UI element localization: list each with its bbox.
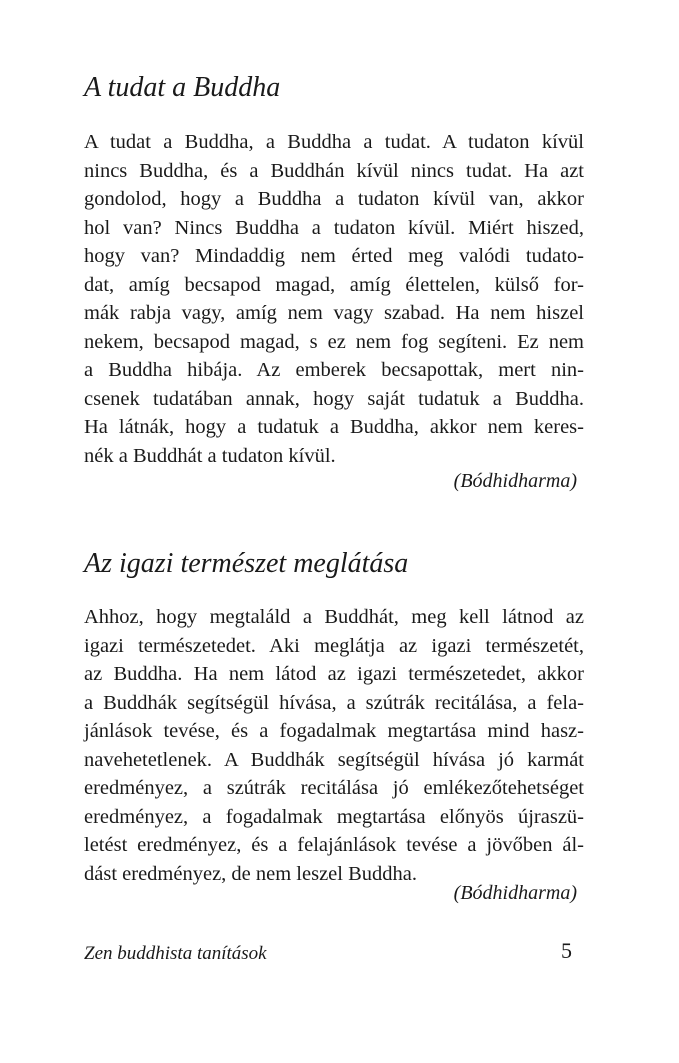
text-line: csenek tudatában annak, hogy saját tudatuk a Buddha. — [84, 387, 584, 410]
text-line: hol van? Nincs Buddha a tudaton kívül. Miért hiszed, — [84, 216, 584, 239]
section-body — [84, 603, 584, 888]
text-line: gondolod, hogy a Buddha a tudaton kívül van, akkor — [84, 188, 584, 210]
attribution: (Bódhidharma) — [453, 882, 577, 904]
text-line: hogy van? Mindaddig nem érted meg valódi tudato- — [84, 245, 584, 267]
text-line: igazi természetedet. Aki meglátja az igazi természetét, — [84, 634, 584, 657]
running-footer-title: Zen buddhista tanítások — [84, 943, 267, 964]
section-body — [84, 128, 584, 470]
text-line: letést eredményez, és a felajánlások tevése a jövőben ál- — [84, 834, 584, 856]
text-line: nék a Buddhát a tudaton kívül. — [84, 444, 336, 467]
text-line: eredményez, a fogadalmak megtartása előnyös újraszü- — [84, 805, 584, 828]
section-title: A tudat a Buddha — [84, 72, 281, 103]
text-line: jánlások tevése, és a fogadalmak megtartása mind hasz- — [84, 720, 584, 742]
text-line: Ha látnák, hogy a tudatuk a Buddha, akkor nem keres- — [84, 416, 584, 438]
page-number: 5 — [561, 938, 572, 963]
text-line: eredményez, a szútrák recitálása jó emlékezőtehetséget — [84, 777, 584, 799]
text-line: navehetetlenek. A Buddhák segítségül hívása jó karmát — [84, 748, 584, 771]
text-line: nincs Buddha, és a Buddhán kívül nincs tudat. Ha azt — [84, 159, 584, 182]
text-line: mák rabja vagy, amíg nem vagy szabad. Ha nem hiszel — [84, 302, 584, 324]
text-line: nekem, becsapod magad, s ez nem fog segíteni. Ez nem — [84, 330, 584, 353]
text-line: a Buddhák segítségül hívása, a szútrák recitálása, a fela- — [84, 691, 584, 714]
text-line: a Buddha hibája. Az emberek becsapottak, mert nin- — [84, 359, 584, 381]
text-line: Ahhoz, hogy megtaláld a Buddhát, meg kell látnod az — [84, 606, 584, 628]
text-line: az Buddha. Ha nem látod az igazi természetedet, akkor — [84, 663, 584, 685]
text-line: dást eredményez, de nem leszel Buddha. — [84, 862, 417, 885]
attribution: (Bódhidharma) — [453, 470, 577, 492]
text-line: dat, amíg becsapod magad, amíg élettelen, külső for- — [84, 273, 584, 296]
text-line: A tudat a Buddha, a Buddha a tudat. A tudaton kívül — [84, 131, 584, 153]
section-title: Az igazi természet meglátása — [84, 548, 409, 579]
